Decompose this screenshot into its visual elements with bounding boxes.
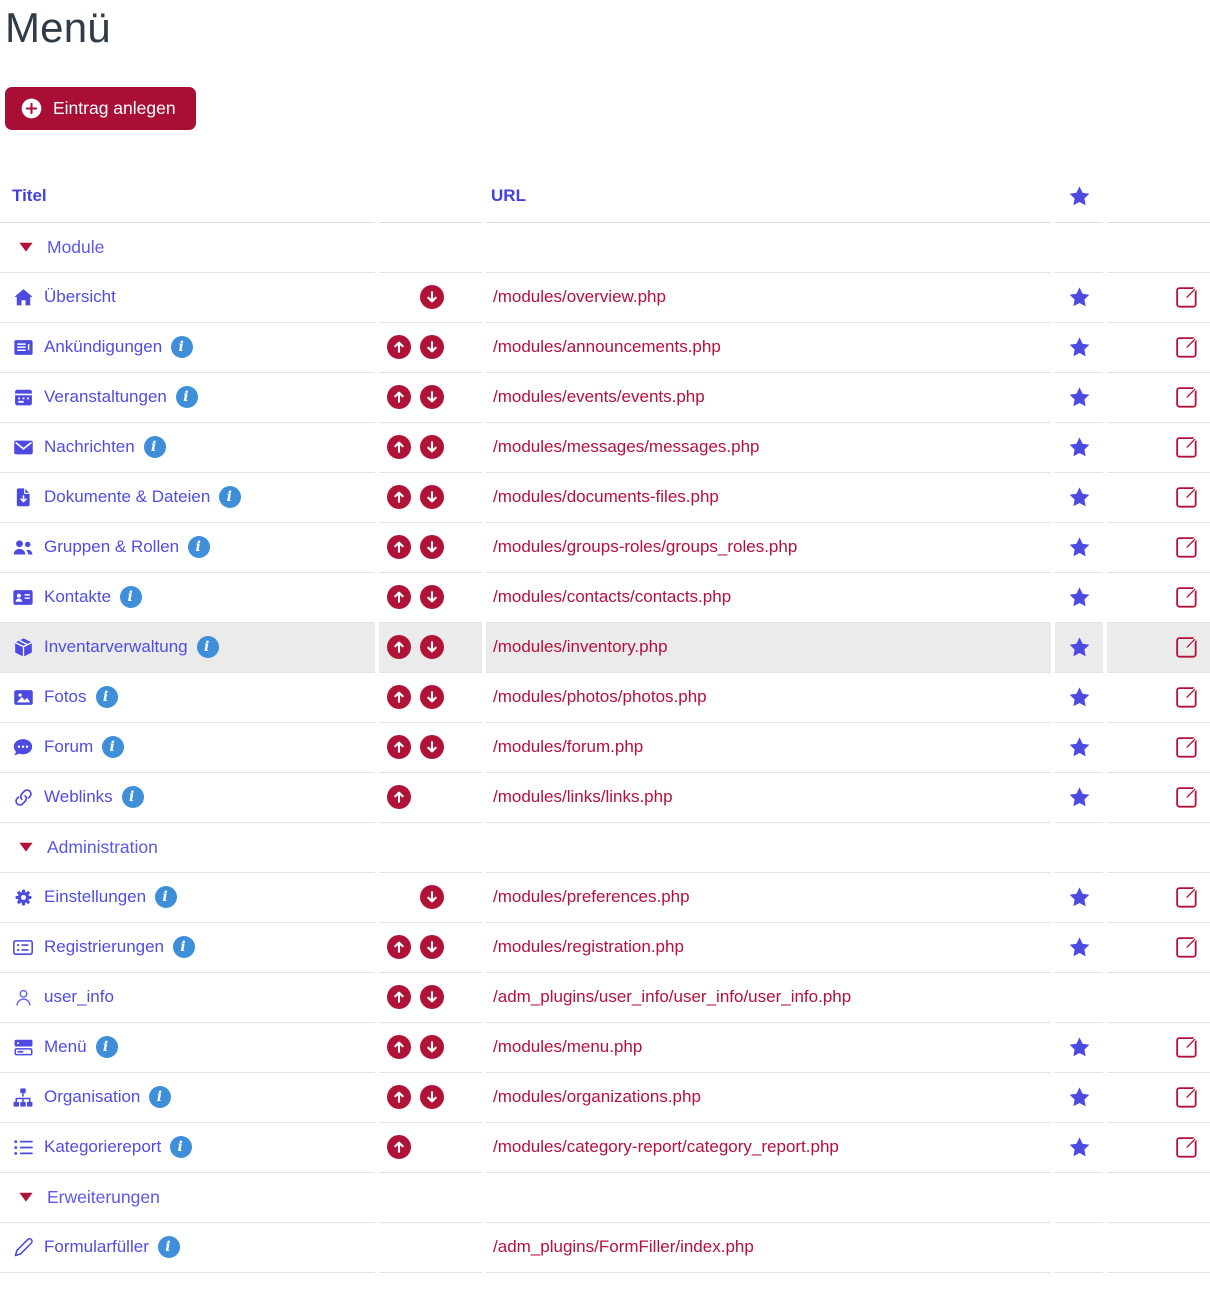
item-actions-cell xyxy=(1105,572,1210,622)
item-label[interactable]: Menü xyxy=(44,1037,87,1056)
item-sort-cell xyxy=(377,672,484,722)
move-up-button[interactable] xyxy=(387,785,411,809)
star-icon xyxy=(1068,386,1091,408)
item-sort-cell xyxy=(377,772,484,822)
create-entry-button[interactable] xyxy=(5,87,196,130)
item-url-cell xyxy=(484,1122,1053,1172)
item-favorite-cell xyxy=(1053,572,1105,622)
item-label[interactable]: Kategoriereport xyxy=(44,1137,162,1156)
star-icon xyxy=(1068,886,1091,908)
item-favorite-cell xyxy=(1053,522,1105,572)
move-up-button[interactable] xyxy=(387,735,411,759)
empty-cell xyxy=(1105,822,1210,872)
item-title-cell xyxy=(0,1122,377,1172)
item-url-cell xyxy=(484,772,1053,822)
item-title-cell xyxy=(0,722,377,772)
move-up-button[interactable] xyxy=(387,935,411,959)
item-favorite-cell xyxy=(1053,922,1105,972)
info-icon[interactable]: i xyxy=(197,636,219,658)
item-label[interactable]: Formularfüller xyxy=(44,1237,149,1256)
item-url-link[interactable]: /adm_plugins/user_info/user_info/user_info.php xyxy=(493,987,852,1006)
item-sort-cell xyxy=(377,922,484,972)
star-icon xyxy=(1068,1036,1091,1058)
empty-cell xyxy=(484,1172,1053,1222)
item-favorite-cell xyxy=(1053,1122,1105,1172)
caret-down-icon[interactable] xyxy=(18,1191,34,1203)
item-label[interactable]: Einstellungen xyxy=(44,887,147,906)
move-down-button[interactable] xyxy=(420,335,444,359)
item-favorite-cell xyxy=(1053,272,1105,322)
item-url-cell xyxy=(484,672,1053,722)
edit-entry-button[interactable] xyxy=(1176,1137,1197,1158)
menu-item-row xyxy=(0,322,1210,372)
item-url-link[interactable]: /modules/groups-roles/groups_roles.php xyxy=(493,537,798,556)
section-title-cell xyxy=(0,1172,377,1222)
move-down-button[interactable] xyxy=(420,435,444,459)
table-header-row xyxy=(0,175,1210,223)
column-header-titel: Titel xyxy=(0,175,484,223)
move-down-button[interactable] xyxy=(420,585,444,609)
item-title-cell xyxy=(0,672,377,722)
item-actions-cell xyxy=(1105,472,1210,522)
menu-table-body xyxy=(0,222,1210,1272)
sitemap-icon xyxy=(12,1087,34,1108)
move-up-button[interactable] xyxy=(387,435,411,459)
item-sort-cell xyxy=(377,1122,484,1172)
item-label[interactable]: Nachrichten xyxy=(44,437,135,456)
create-entry-label: Eintrag anlegen xyxy=(53,97,176,118)
item-favorite-cell xyxy=(1053,722,1105,772)
menu-item-row xyxy=(0,372,1210,422)
item-actions-cell xyxy=(1105,1222,1210,1272)
item-url-link[interactable]: /modules/category-report/category_report.php xyxy=(493,1137,839,1156)
menu-item-row xyxy=(0,522,1210,572)
empty-cell xyxy=(1105,1172,1210,1222)
item-label[interactable]: Organisation xyxy=(44,1087,141,1106)
item-url-cell xyxy=(484,1072,1053,1122)
move-up-button[interactable] xyxy=(387,485,411,509)
move-up-button[interactable] xyxy=(387,635,411,659)
item-sort-cell xyxy=(377,1222,484,1272)
menu-item-row xyxy=(0,722,1210,772)
star-icon xyxy=(1068,1086,1091,1108)
section-row xyxy=(0,1172,1210,1222)
menu-item-row xyxy=(0,572,1210,622)
move-down-button[interactable] xyxy=(420,485,444,509)
item-favorite-cell xyxy=(1053,322,1105,372)
section-row xyxy=(0,222,1210,272)
item-title-cell xyxy=(0,972,377,1022)
empty-cell xyxy=(377,1172,484,1222)
item-actions-cell xyxy=(1105,922,1210,972)
item-url-link[interactable]: /modules/messages/messages.php xyxy=(493,437,760,456)
item-url-link[interactable]: /modules/events/events.php xyxy=(493,387,705,406)
menu-item-row xyxy=(0,972,1210,1022)
item-actions-cell xyxy=(1105,522,1210,572)
item-label[interactable]: Kontakte xyxy=(44,587,112,606)
item-title-cell xyxy=(0,422,377,472)
item-label[interactable]: Veranstaltungen xyxy=(44,387,167,406)
menu-item-row xyxy=(0,922,1210,972)
star-icon xyxy=(1068,1136,1091,1158)
section-label[interactable]: Module xyxy=(47,236,105,257)
move-down-button[interactable] xyxy=(420,1085,444,1109)
column-header-favorites xyxy=(1053,175,1105,223)
item-favorite-cell xyxy=(1053,1072,1105,1122)
star-icon xyxy=(1068,636,1091,658)
item-actions-cell xyxy=(1105,422,1210,472)
pen-icon xyxy=(12,1237,34,1258)
move-down-button[interactable] xyxy=(420,885,444,909)
edit-entry-button[interactable] xyxy=(1176,687,1197,708)
item-url-cell xyxy=(484,472,1053,522)
users-icon xyxy=(12,537,34,558)
edit-entry-button[interactable] xyxy=(1176,487,1197,508)
star-icon xyxy=(1068,786,1091,808)
move-up-button[interactable] xyxy=(387,1085,411,1109)
item-url-link[interactable]: /modules/inventory.php xyxy=(493,637,668,656)
item-title-cell xyxy=(0,272,377,322)
menu-item-row xyxy=(0,772,1210,822)
edit-entry-button[interactable] xyxy=(1176,937,1197,958)
item-actions-cell xyxy=(1105,772,1210,822)
newspaper-icon xyxy=(12,337,34,358)
edit-entry-button[interactable] xyxy=(1176,1087,1197,1108)
item-url-cell xyxy=(484,922,1053,972)
column-header-actions xyxy=(1105,175,1210,223)
menu-item-row xyxy=(0,872,1210,922)
user-outline-icon xyxy=(12,987,34,1008)
menu-item-row xyxy=(0,672,1210,722)
item-url-cell xyxy=(484,372,1053,422)
item-sort-cell xyxy=(377,472,484,522)
info-icon[interactable]: i xyxy=(149,1086,171,1108)
move-up-button[interactable] xyxy=(387,385,411,409)
empty-cell xyxy=(484,222,1053,272)
item-title-cell xyxy=(0,472,377,522)
move-up-button[interactable] xyxy=(387,585,411,609)
item-favorite-cell xyxy=(1053,872,1105,922)
item-title-cell xyxy=(0,522,377,572)
item-url-link[interactable]: /modules/menu.php xyxy=(493,1037,643,1056)
menu-item-row xyxy=(0,1072,1210,1122)
star-icon xyxy=(1068,936,1091,958)
item-actions-cell xyxy=(1105,1122,1210,1172)
item-url-cell xyxy=(484,572,1053,622)
item-favorite-cell xyxy=(1053,372,1105,422)
item-title-cell xyxy=(0,772,377,822)
move-down-button[interactable] xyxy=(420,285,444,309)
item-url-link[interactable]: /modules/photos/photos.php xyxy=(493,687,707,706)
plus-circle-icon xyxy=(20,98,42,119)
comment-icon xyxy=(12,737,34,758)
caret-down-icon[interactable] xyxy=(18,241,34,253)
edit-entry-button[interactable] xyxy=(1176,287,1197,308)
item-title-cell xyxy=(0,1022,377,1072)
item-url-link[interactable]: /adm_plugins/FormFiller/index.php xyxy=(493,1237,754,1256)
star-icon xyxy=(1068,736,1091,758)
empty-cell xyxy=(1053,222,1105,272)
move-up-button[interactable] xyxy=(387,1035,411,1059)
item-url-link[interactable]: /modules/preferences.php xyxy=(493,887,690,906)
item-actions-cell xyxy=(1105,972,1210,1022)
item-url-cell xyxy=(484,1222,1053,1272)
item-actions-cell xyxy=(1105,622,1210,672)
move-down-button[interactable] xyxy=(420,735,444,759)
move-up-button[interactable] xyxy=(387,685,411,709)
star-icon xyxy=(1068,486,1091,508)
info-icon[interactable]: i xyxy=(176,386,198,408)
item-label[interactable]: Weblinks xyxy=(44,787,113,806)
move-down-button[interactable] xyxy=(420,635,444,659)
info-icon[interactable]: i xyxy=(219,486,241,508)
box-icon xyxy=(12,637,34,658)
item-label[interactable]: Gruppen & Rollen xyxy=(44,537,180,556)
item-sort-cell xyxy=(377,522,484,572)
item-favorite-cell xyxy=(1053,672,1105,722)
menu-item-row xyxy=(0,272,1210,322)
item-title-cell xyxy=(0,622,377,672)
star-icon xyxy=(1068,336,1091,358)
menu-item-row xyxy=(0,472,1210,522)
edit-entry-button[interactable] xyxy=(1176,737,1197,758)
move-up-button[interactable] xyxy=(387,985,411,1009)
section-row xyxy=(0,822,1210,872)
file-download-icon xyxy=(12,487,34,508)
info-icon[interactable]: i xyxy=(171,336,193,358)
edit-entry-button[interactable] xyxy=(1176,637,1197,658)
item-sort-cell xyxy=(377,872,484,922)
item-title-cell xyxy=(0,572,377,622)
home-icon xyxy=(12,287,34,308)
card-list-icon xyxy=(12,937,34,958)
item-url-link[interactable]: /modules/documents-files.php xyxy=(493,487,719,506)
info-icon[interactable]: i xyxy=(188,536,210,558)
item-url-link[interactable]: /modules/forum.php xyxy=(493,737,644,756)
envelope-icon xyxy=(12,437,34,458)
item-label[interactable]: Übersicht xyxy=(44,287,116,306)
edit-entry-button[interactable] xyxy=(1176,387,1197,408)
edit-entry-button[interactable] xyxy=(1176,887,1197,908)
edit-entry-button[interactable] xyxy=(1176,787,1197,808)
item-actions-cell xyxy=(1105,1072,1210,1122)
item-actions-cell xyxy=(1105,372,1210,422)
menu-item-row xyxy=(0,1122,1210,1172)
item-label[interactable]: Registrierungen xyxy=(44,937,165,956)
section-label[interactable]: Erweiterungen xyxy=(47,1186,160,1207)
move-up-button[interactable] xyxy=(387,335,411,359)
move-down-button[interactable] xyxy=(420,985,444,1009)
item-actions-cell xyxy=(1105,672,1210,722)
move-down-button[interactable] xyxy=(420,685,444,709)
menu-item-row xyxy=(0,622,1210,672)
item-title-cell xyxy=(0,322,377,372)
item-title-cell xyxy=(0,372,377,422)
item-actions-cell xyxy=(1105,1022,1210,1072)
menu-item-row xyxy=(0,1022,1210,1072)
item-url-link[interactable]: /modules/contacts/contacts.php xyxy=(493,587,732,606)
item-actions-cell xyxy=(1105,722,1210,772)
info-icon[interactable]: i xyxy=(122,786,144,808)
edit-entry-button[interactable] xyxy=(1176,1037,1197,1058)
item-sort-cell xyxy=(377,1022,484,1072)
move-up-button[interactable] xyxy=(387,1135,411,1159)
item-url-cell xyxy=(484,522,1053,572)
info-icon[interactable]: i xyxy=(120,586,142,608)
item-favorite-cell xyxy=(1053,622,1105,672)
info-icon[interactable]: i xyxy=(173,936,195,958)
edit-entry-button[interactable] xyxy=(1176,337,1197,358)
empty-cell xyxy=(377,222,484,272)
item-label[interactable]: Ankündigungen xyxy=(44,337,163,356)
empty-cell xyxy=(484,822,1053,872)
menu-item-row xyxy=(0,422,1210,472)
item-sort-cell xyxy=(377,622,484,672)
edit-entry-button[interactable] xyxy=(1176,537,1197,558)
item-actions-cell xyxy=(1105,872,1210,922)
item-url-cell xyxy=(484,1022,1053,1072)
edit-entry-button[interactable] xyxy=(1176,437,1197,458)
star-icon xyxy=(1068,286,1091,308)
item-url-cell xyxy=(484,972,1053,1022)
item-label[interactable]: user_info xyxy=(44,987,114,1006)
item-url-link[interactable]: /modules/registration.php xyxy=(493,937,684,956)
item-actions-cell xyxy=(1105,272,1210,322)
item-url-cell xyxy=(484,872,1053,922)
move-up-button[interactable] xyxy=(387,535,411,559)
star-icon xyxy=(1068,536,1091,558)
address-card-icon xyxy=(12,587,34,608)
empty-cell xyxy=(1105,222,1210,272)
gear-icon xyxy=(12,887,34,908)
edit-entry-button[interactable] xyxy=(1176,587,1197,608)
item-title-cell xyxy=(0,1222,377,1272)
item-sort-cell xyxy=(377,972,484,1022)
info-icon[interactable]: i xyxy=(170,1136,192,1158)
section-title-cell xyxy=(0,222,377,272)
item-sort-cell xyxy=(377,272,484,322)
item-url-cell xyxy=(484,422,1053,472)
move-down-button[interactable] xyxy=(420,1035,444,1059)
menu-entries-table xyxy=(0,175,1210,1273)
item-title-cell xyxy=(0,922,377,972)
info-icon[interactable]: i xyxy=(155,886,177,908)
move-down-button[interactable] xyxy=(420,935,444,959)
empty-cell xyxy=(1053,822,1105,872)
empty-cell xyxy=(377,822,484,872)
list-icon xyxy=(12,1137,34,1158)
empty-cell xyxy=(1053,1172,1105,1222)
item-label[interactable]: Fotos xyxy=(44,687,87,706)
star-icon xyxy=(1068,686,1091,708)
item-sort-cell xyxy=(377,572,484,622)
item-actions-cell xyxy=(1105,322,1210,372)
item-favorite-cell xyxy=(1053,472,1105,522)
calendar-icon xyxy=(12,387,34,408)
info-icon[interactable]: i xyxy=(96,1036,118,1058)
item-label[interactable]: Forum xyxy=(44,737,94,756)
star-icon xyxy=(1068,436,1091,458)
page-title: Menü xyxy=(5,4,111,51)
info-icon[interactable]: i xyxy=(144,436,166,458)
item-favorite-cell xyxy=(1053,772,1105,822)
item-sort-cell xyxy=(377,1072,484,1122)
item-url-cell xyxy=(484,272,1053,322)
info-icon[interactable]: i xyxy=(158,1236,180,1258)
star-icon xyxy=(1068,586,1091,608)
info-icon[interactable]: i xyxy=(96,686,118,708)
star-icon xyxy=(1068,185,1091,204)
link-icon xyxy=(12,787,34,808)
info-icon[interactable]: i xyxy=(102,736,124,758)
item-favorite-cell xyxy=(1053,1022,1105,1072)
item-sort-cell xyxy=(377,722,484,772)
item-sort-cell xyxy=(377,322,484,372)
item-favorite-cell xyxy=(1053,1222,1105,1272)
item-favorite-cell xyxy=(1053,972,1105,1022)
move-down-button[interactable] xyxy=(420,535,444,559)
move-down-button[interactable] xyxy=(420,385,444,409)
item-label[interactable]: Inventarverwaltung xyxy=(44,637,188,656)
item-title-cell xyxy=(0,872,377,922)
menu-item-row xyxy=(0,1222,1210,1272)
item-url-link[interactable]: /modules/overview.php xyxy=(493,287,666,306)
item-url-cell xyxy=(484,722,1053,772)
item-url-link[interactable]: /modules/organizations.php xyxy=(493,1087,701,1106)
item-url-link[interactable]: /modules/links/links.php xyxy=(493,787,673,806)
item-url-link[interactable]: /modules/announcements.php xyxy=(493,337,721,356)
item-favorite-cell xyxy=(1053,422,1105,472)
item-url-cell xyxy=(484,622,1053,672)
item-sort-cell xyxy=(377,422,484,472)
section-label[interactable]: Administration xyxy=(47,836,158,857)
menu-bars-icon xyxy=(12,1037,34,1058)
caret-down-icon[interactable] xyxy=(18,841,34,853)
item-url-cell xyxy=(484,322,1053,372)
item-label[interactable]: Dokumente & Dateien xyxy=(44,487,211,506)
column-header-url: URL xyxy=(484,175,1053,223)
section-title-cell xyxy=(0,822,377,872)
item-sort-cell xyxy=(377,372,484,422)
image-icon xyxy=(12,687,34,708)
item-title-cell xyxy=(0,1072,377,1122)
